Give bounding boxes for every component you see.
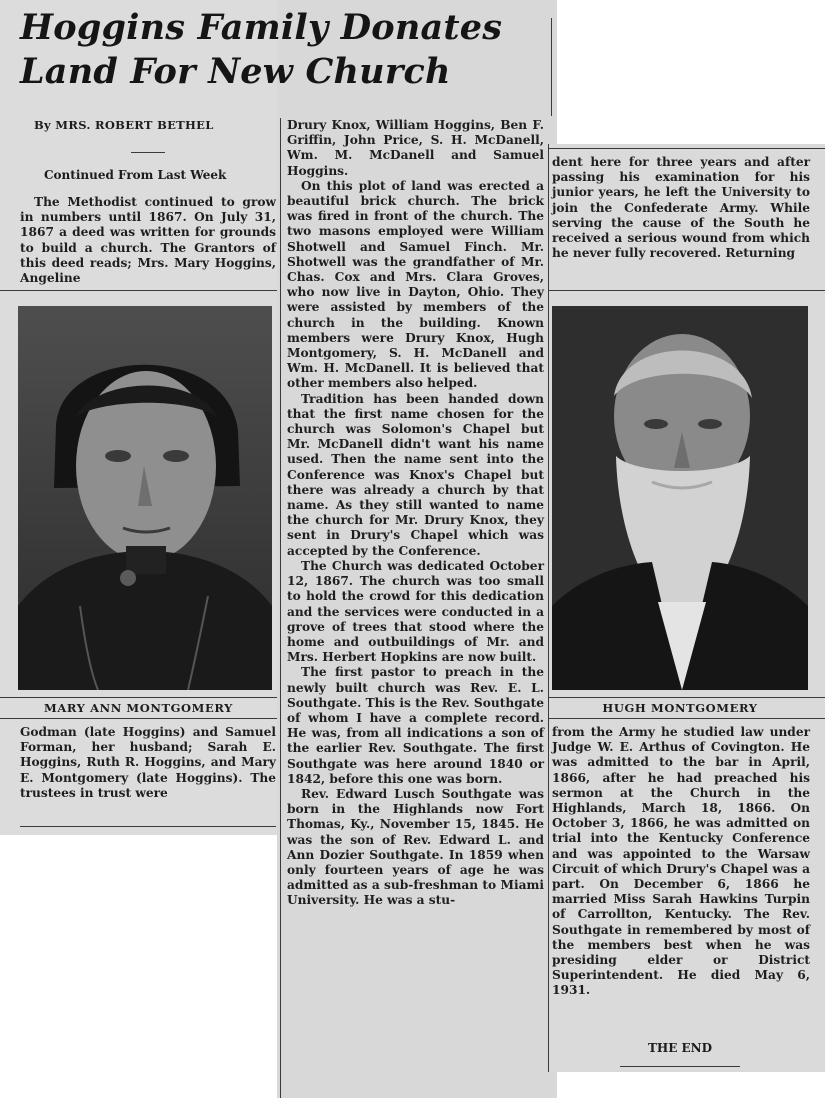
- column-divider: [548, 144, 549, 1072]
- paragraph: The Methodist continued to grow in numbers until 1867. On July 31, 1867 a deed was written for grounds to build a church. The Grantors of this deed reads; Mrs. Mary Hoggins, Angeline: [20, 195, 276, 286]
- byline-rule: [131, 152, 165, 153]
- byline: By MRS. ROBERT BETHEL: [34, 118, 214, 132]
- caption-rule-top: [0, 697, 277, 698]
- headline-line-2: Land For New Church: [20, 51, 451, 92]
- paragraph: from the Army he studied law under Judge W. E. Arthus of Covington. He was admitted to the bar in April, 1866, after he had preached his sermon at the Church in the Highlands, March 18, 1866. On October 3, 1866, he was admitted on trial into the Kentucky Conference and was appointed to the Warsaw Circuit of which Drury's Chapel was a part. On December 6, 1866 he married Miss Sarah Hawkins Turpin of Carrollton, Kentucky. The Rev. Southgate in remembered by most of the members best when he was presiding elder or District Superintendent. He died May 6, 1931.: [552, 725, 810, 998]
- paragraph: Drury Knox, William Hoggins, Ben F. Griffin, John Price, S. H. McDanell, Wm. M. McDanell and Samuel Hoggins.: [287, 118, 544, 178]
- column-rule: [0, 290, 277, 291]
- end-rule: [620, 1066, 740, 1067]
- column-divider: [280, 118, 281, 1098]
- paragraph: Godman (late Hoggins) and Samuel Forman, her husband; Sarah E. Hoggins, Ruth R. Hoggins, and Mary E. Montgomery (late Hoggins). The trustees in trust were: [20, 725, 276, 800]
- column-1-bottom: [20, 725, 276, 801]
- caption-rule-bottom: [0, 718, 277, 719]
- paragraph: dent here for three years and after passing his examination for his junior years, he left the University to join the Confederate Army. While serving the cause of the South he received a serious wound from which he never fully recovered. Returning: [552, 155, 810, 261]
- portrait-photo-mary: [18, 306, 272, 690]
- column-3-bottom: [552, 725, 810, 999]
- portrait-hugh-image: [552, 306, 808, 690]
- column-rule: [548, 148, 825, 149]
- headline: [20, 6, 550, 94]
- headline-divider: [551, 18, 552, 116]
- paragraph: The first pastor to preach in the newly built church was Rev. E. L. Southgate. This is the Rev. Southgate of whom I have a complete record. He was, from all indications a son of the earlier Rev. Southgate. The first Southgate was here around 1840 or 1842, before this one was born.: [287, 665, 544, 786]
- portrait-mary-image: [18, 306, 272, 690]
- column-1-top: [20, 195, 276, 286]
- portrait-caption-mary: MARY ANN MONTGOMERY: [44, 701, 233, 715]
- caption-rule-bottom: [548, 718, 825, 719]
- column-end-rule: [20, 826, 276, 827]
- column-3-top: [552, 155, 810, 261]
- caption-rule-top: [548, 697, 825, 698]
- paragraph: Rev. Edward Lusch Southgate was born in the Highlands now Fort Thomas, Ky., November 15, 1845. He was the son of Rev. Edward L. and Ann Dozier Southgate. In 1859 when only fourteen years of age he was admitted as a sub-freshman to Miami University. He was a stu-: [287, 786, 544, 908]
- paragraph: The Church was dedicated October 12, 1867. The church was too small to hold the crowd for this dedication and the services were conducted in a grove of trees that stood where the home and outbuildings of Mr. and Mrs. Herbert Hopkins are now built.: [287, 558, 544, 665]
- paragraph: Tradition has been handed down that the first name chosen for the church was Solomon's Chapel but Mr. McDanell didn't want his name used. Then the name sent into the Conference was Knox's Chapel but there was already a church by that name. As they still wanted to name the church for Mr. Drury Knox, they sent in Drury's Chapel which was accepted by the Conference.: [287, 391, 544, 558]
- end-marker: THE END: [647, 1041, 713, 1055]
- column-2: [287, 118, 544, 909]
- subhead: Continued From Last Week: [44, 168, 227, 182]
- paragraph: On this plot of land was erected a beautiful brick church. The brick was fired in front of the church. The two masons employed were William Shotwell and Samuel Finch. Mr. Shotwell was the grandfather of Mr. Chas. Cox and Mrs. Clara Groves, who now live in Dayton, Ohio. They were assisted by members of the church in the building. Known members were Drury Knox, Hugh Montgomery, S. H. McDanell and Wm. H. McDanell. It is believed that other members also helped.: [287, 178, 544, 391]
- portrait-caption-hugh: HUGH MONTGOMERY: [602, 701, 758, 715]
- column-rule: [548, 290, 825, 291]
- headline-line-1: Hoggins Family Donates: [20, 7, 503, 48]
- portrait-photo-hugh: [552, 306, 808, 690]
